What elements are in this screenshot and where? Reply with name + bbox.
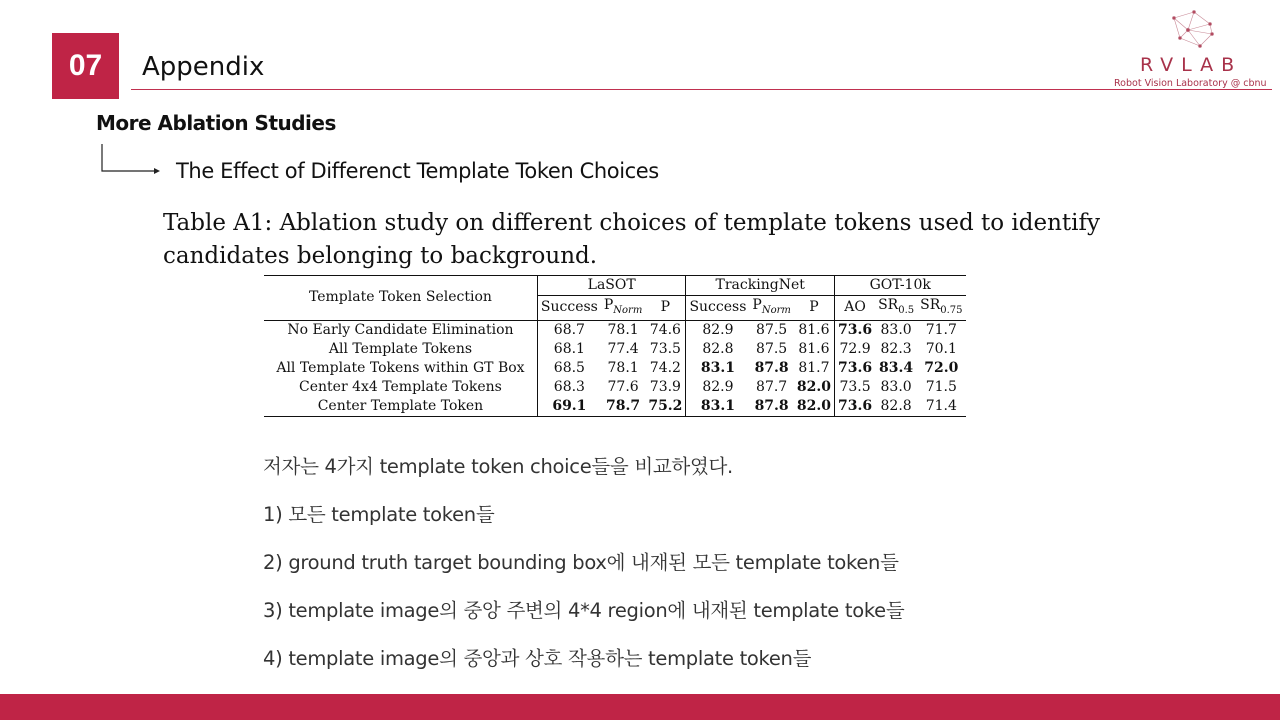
table-cell: 87.8 <box>749 397 793 417</box>
table-cell: 73.5 <box>839 378 871 395</box>
table-cell: 77.6 <box>607 378 639 395</box>
table-cell: 82.0 <box>794 397 835 417</box>
table-cell: 81.6 <box>794 320 835 340</box>
table-cell: 82.3 <box>880 340 912 357</box>
body-line: 저자는 4가지 template token choice들을 비교하였다. <box>263 455 733 478</box>
table-cell: 75.2 <box>645 397 686 417</box>
elbow-arrow-icon <box>100 142 164 182</box>
body-text <box>263 452 904 692</box>
table-cell: 83.1 <box>700 359 735 376</box>
col-ao: AO <box>844 299 866 316</box>
footer-bar <box>0 694 1280 720</box>
section-number-badge <box>52 33 119 99</box>
table-cell: 74.6 <box>645 320 686 340</box>
col-sr05: $SR_{0.5}$ <box>878 297 915 316</box>
table-row <box>264 378 966 397</box>
body-line: 1) 모든 template token들 <box>263 503 495 526</box>
table-cell: 72.9 <box>839 340 871 357</box>
logo-subtitle: Robot Vision Laboratory @ cbnu <box>1114 78 1267 89</box>
row-label: All Template Tokens within GT Box <box>264 359 537 378</box>
table-cell: 83.4 <box>879 359 914 376</box>
header-divider <box>131 89 1272 90</box>
table-cell: 73.6 <box>834 397 875 417</box>
table-cell: 82.8 <box>702 340 734 357</box>
table-cell: 87.8 <box>754 359 789 376</box>
table-cell: 82.0 <box>794 378 835 397</box>
table-body <box>264 320 966 416</box>
table-cell: 68.3 <box>553 378 585 395</box>
subtopic-heading: The Effect of Differenct Template Token Choices <box>176 159 659 183</box>
col-p: P <box>645 296 686 321</box>
table-caption: Table A1: Ablation study on different choices of template tokens used to identify candidates belonging to background. <box>163 210 1101 269</box>
col-pnorm: $P_{Norm}$ <box>752 297 791 316</box>
table-cell: 73.6 <box>837 359 873 376</box>
table-cell: 83.0 <box>875 320 917 340</box>
table-cell: 83.1 <box>686 397 749 417</box>
table-cell: 82.9 <box>686 320 749 340</box>
table-cell: 71.4 <box>917 397 965 417</box>
page-title: Appendix <box>142 52 265 82</box>
table-cell: 69.1 <box>537 397 600 417</box>
row-header: Template Token Selection <box>264 276 537 321</box>
body-line: 3) template image의 중앙 주변의 4*4 region에 내재된 template toke들 <box>263 599 905 622</box>
table-cell: 68.1 <box>553 340 585 357</box>
table-cell: 73.6 <box>834 320 875 340</box>
table-cell: 87.5 <box>749 320 793 340</box>
group-header-trackingnet: TrackingNet <box>686 276 835 296</box>
table-cell: 78.1 <box>607 359 639 376</box>
table-cell: 81.6 <box>794 340 835 359</box>
section-subheading: More Ablation Studies <box>96 111 336 135</box>
table-cell: 87.5 <box>756 340 788 357</box>
row-label: Center Template Token <box>264 397 537 417</box>
table-cell: 78.1 <box>601 320 645 340</box>
table-row <box>264 320 966 340</box>
col-p: P <box>794 296 835 321</box>
col-success: Success <box>689 299 747 316</box>
body-line: 4) template image의 중앙과 상호 작용하는 template token들 <box>263 647 812 670</box>
section-number: 07 <box>68 49 103 82</box>
ablation-table <box>264 275 966 417</box>
table-cell: 72.0 <box>924 359 959 376</box>
table-cell: 78.7 <box>601 397 645 417</box>
row-label: All Template Tokens <box>264 340 537 359</box>
logo-wordmark: RVLAB <box>1140 54 1243 76</box>
table-cell: 68.5 <box>553 359 585 376</box>
table-cell: 70.1 <box>925 340 957 357</box>
table-cell: 73.5 <box>645 340 686 359</box>
table-cell: 82.9 <box>702 378 734 395</box>
table-cell: 82.8 <box>875 397 917 417</box>
table-cell: 74.2 <box>645 359 686 378</box>
table-cell: 68.7 <box>537 320 600 340</box>
row-label: Center 4x4 Template Tokens <box>264 378 537 397</box>
table-row <box>264 340 966 359</box>
table-cell: 71.7 <box>917 320 965 340</box>
table-cell: 87.7 <box>756 378 788 395</box>
group-header-lasot: LaSOT <box>537 276 686 296</box>
col-success: Success <box>540 299 598 316</box>
table-cell: 73.9 <box>645 378 686 397</box>
table-cell: 77.4 <box>607 340 639 357</box>
table-cell: 81.7 <box>794 359 835 378</box>
group-header-got10k: GOT-10k <box>834 276 965 296</box>
col-sr075: $SR_{0.75}$ <box>920 297 963 316</box>
body-line: 2) ground truth target bounding box에 내재된 모든 template token들 <box>263 551 899 574</box>
table-cell: 71.5 <box>925 378 957 395</box>
row-label: No Early Candidate Elimination <box>264 320 537 340</box>
col-pnorm: $P_{Norm}$ <box>603 297 643 316</box>
table-cell: 83.0 <box>880 378 912 395</box>
table-row <box>264 397 966 417</box>
table-row <box>264 359 966 378</box>
